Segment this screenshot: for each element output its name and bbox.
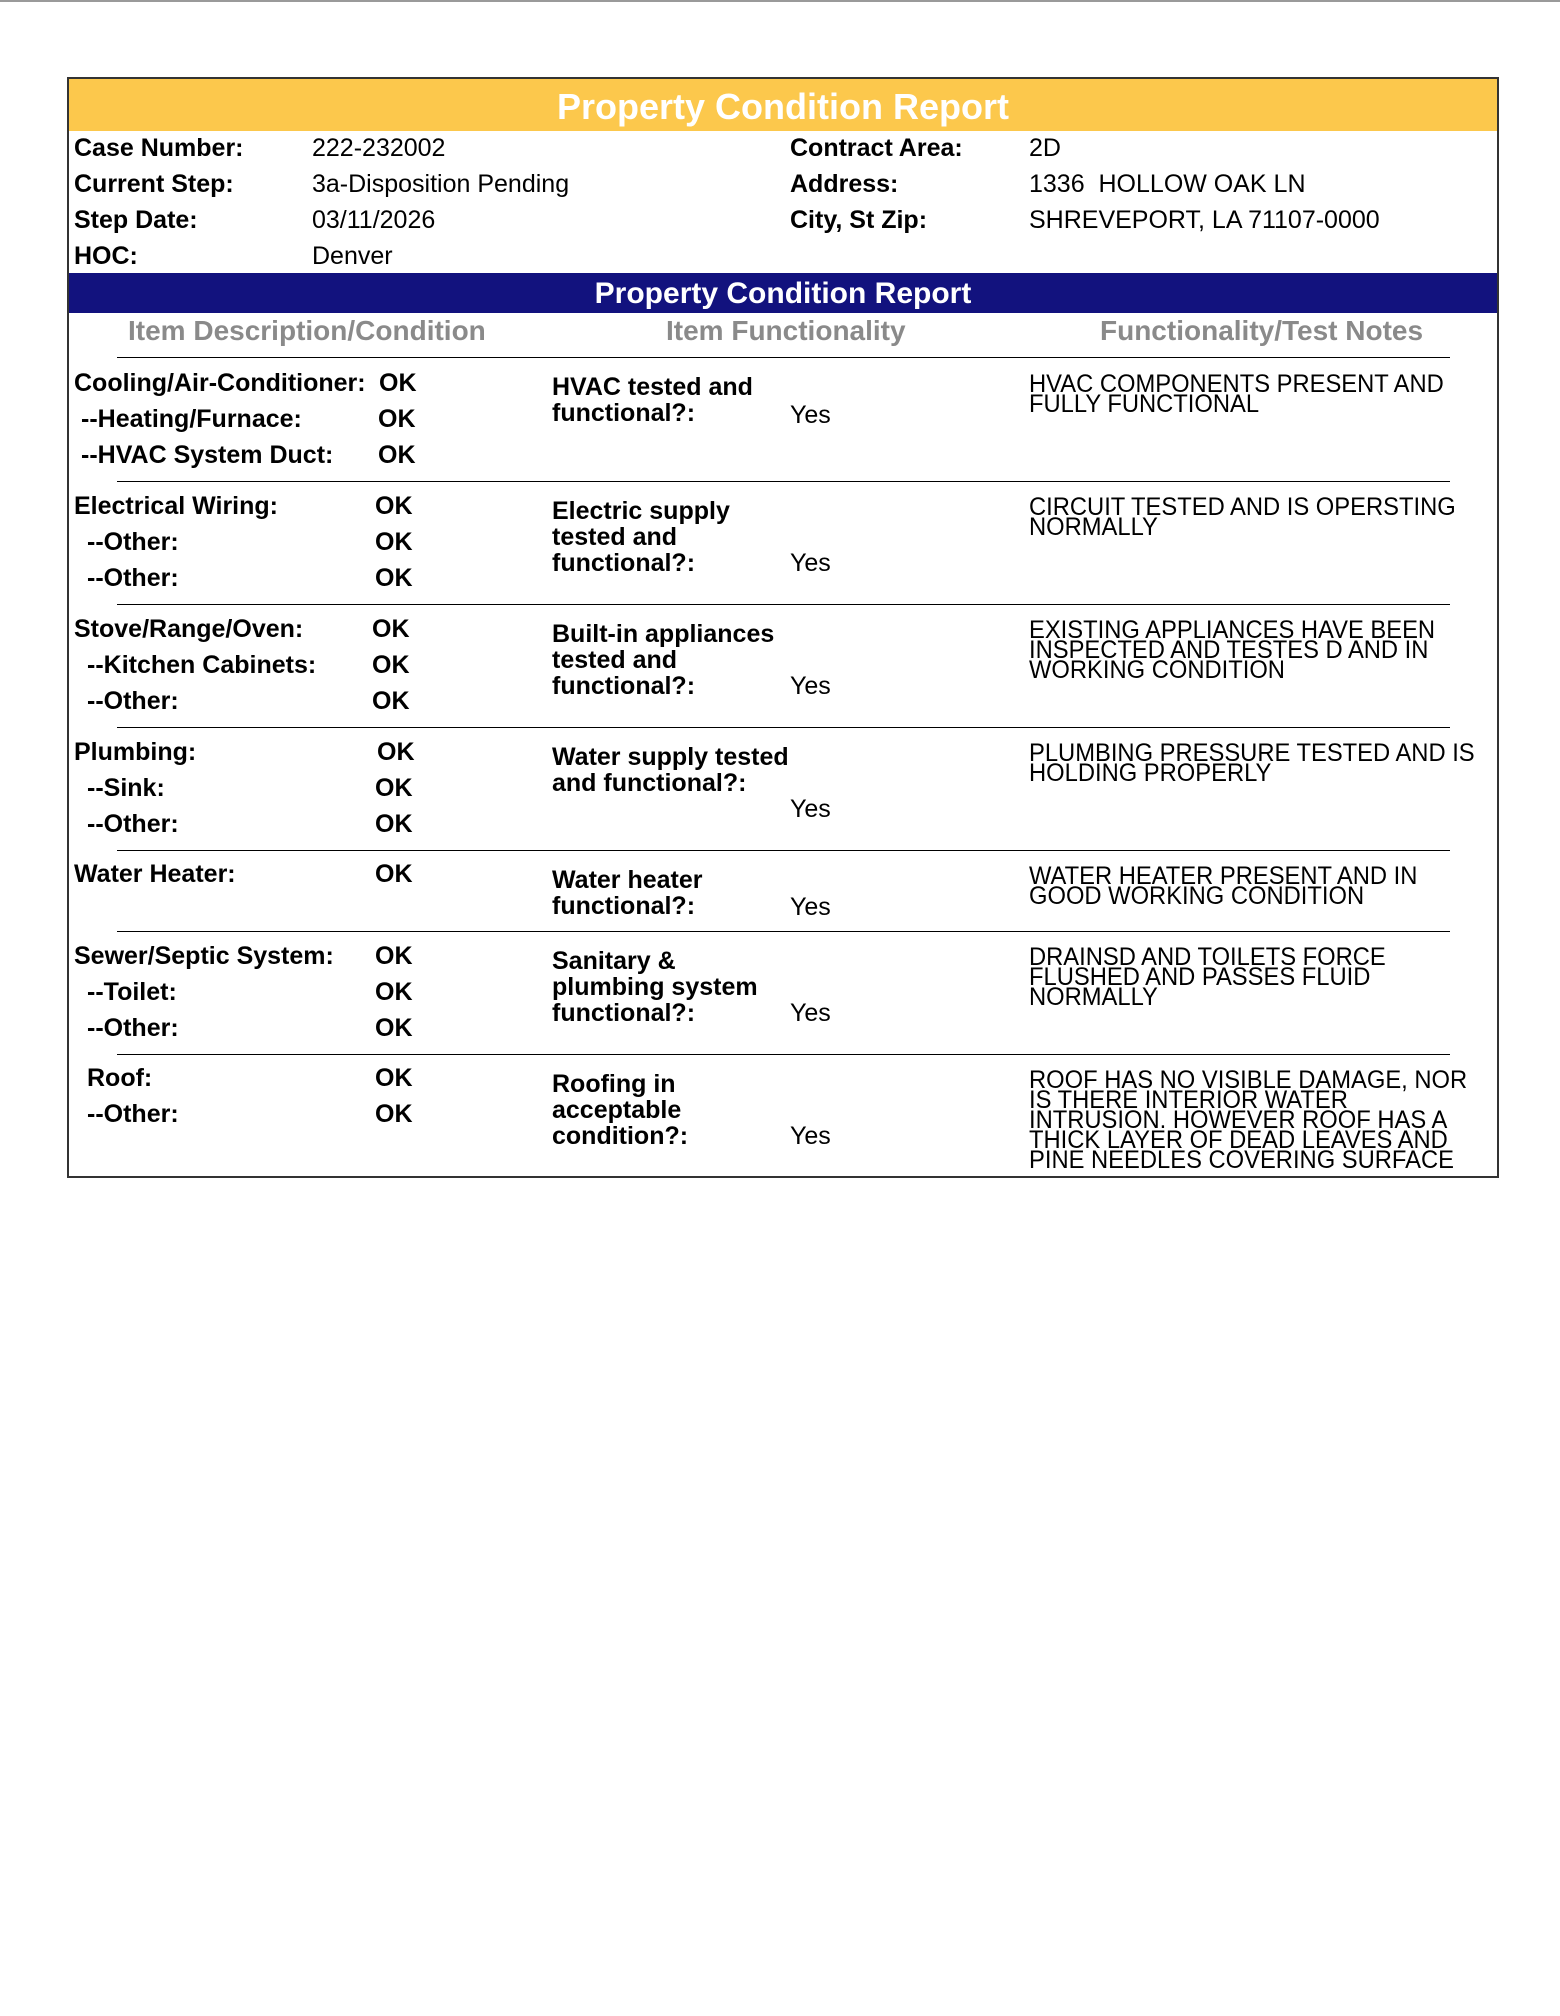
item-status: OK (375, 492, 413, 520)
test-notes: DRAINSD AND TOILETS FORCE FLUSHED AND PASSES FLUID NORMALLY (1029, 943, 1386, 1011)
item-label: --Toilet: (87, 978, 177, 1006)
item-status: OK (372, 687, 410, 715)
item-status: OK (372, 615, 410, 643)
city-st-zip-value: SHREVEPORT, LA 71107-0000 (1029, 206, 1380, 234)
functionality-answer: Yes (790, 1122, 831, 1150)
section-divider (117, 604, 1450, 605)
item-label: Sewer/Septic System: (74, 942, 334, 970)
item-label: --Kitchen Cabinets: (87, 651, 317, 679)
item-label: --Other: (87, 1014, 179, 1042)
contract-area-label: Contract Area: (790, 134, 963, 162)
functionality-answer: Yes (790, 672, 831, 700)
item-label: --Other: (87, 528, 179, 556)
item-status: OK (375, 978, 413, 1006)
test-notes: ROOF HAS NO VISIBLE DAMAGE, NOR IS THERE INTERIOR WATER INTRUSION. HOWEVER ROOF HAS A THICK LAYER OF DEAD LEAVES AND PINE NEEDLES COVERING SURFACE (1029, 1066, 1468, 1174)
item-label: Cooling/Air-Conditioner: (74, 369, 366, 397)
item-status: OK (377, 738, 415, 766)
functionality-answer: Yes (790, 401, 831, 429)
functionality-answer: Yes (790, 549, 831, 577)
item-status: OK (375, 860, 413, 888)
item-label: Electrical Wiring: (74, 492, 278, 520)
test-notes: HVAC COMPONENTS PRESENT AND FULLY FUNCTIONAL (1029, 370, 1444, 418)
item-status: OK (379, 369, 417, 397)
current-step-value: 3a-Disposition Pending (312, 170, 570, 198)
functionality-question: Water heater functional?: (552, 866, 703, 920)
section-divider (117, 1054, 1450, 1055)
section-divider (117, 850, 1450, 851)
functionality-question: HVAC tested and functional?: (552, 373, 753, 427)
item-label: --Other: (87, 1100, 179, 1128)
item-label: --Sink: (87, 774, 165, 802)
step-date-label: Step Date: (74, 206, 198, 234)
functionality-question: Electric supply tested and functional?: (552, 497, 730, 577)
item-status: OK (375, 942, 413, 970)
test-notes: WATER HEATER PRESENT AND IN GOOD WORKING CONDITION (1029, 862, 1418, 910)
item-label: --HVAC System Duct: (81, 441, 334, 469)
item-label: Plumbing: (74, 738, 197, 766)
item-status: OK (375, 1064, 413, 1092)
item-label: --Other: (87, 687, 179, 715)
item-label: --Heating/Furnace: (81, 405, 302, 433)
item-status: OK (375, 1014, 413, 1042)
functionality-question: Roofing in acceptable condition?: (552, 1070, 689, 1150)
functionality-question: Built-in appliances tested and functional?: (552, 620, 775, 700)
section-title: Property Condition Report (69, 273, 1497, 313)
item-status: OK (378, 441, 416, 469)
item-status: OK (375, 1100, 413, 1128)
column-header-functionality: Item Functionality (666, 315, 906, 346)
test-notes: CIRCUIT TESTED AND IS OPERSTING NORMALLY (1029, 493, 1456, 541)
property-condition-report (67, 77, 1499, 1178)
contract-area-value: 2D (1029, 134, 1061, 162)
header-divider (117, 357, 1450, 358)
item-status: OK (375, 774, 413, 802)
test-notes: PLUMBING PRESSURE TESTED AND IS HOLDING PROPERLY (1029, 739, 1475, 787)
item-status: OK (375, 564, 413, 592)
item-status: OK (375, 810, 413, 838)
address-label: Address: (790, 170, 899, 198)
section-divider (117, 481, 1450, 482)
step-date-value: 03/11/2026 (312, 206, 436, 234)
section-divider (117, 931, 1450, 932)
item-status: OK (378, 405, 416, 433)
case-number-value: 222-232002 (312, 134, 446, 162)
city-st-zip-label: City, St Zip: (790, 206, 928, 234)
current-step-label: Current Step: (74, 170, 234, 198)
report-title: Property Condition Report (69, 79, 1497, 131)
functionality-answer: Yes (790, 999, 831, 1027)
item-label: Stove/Range/Oven: (74, 615, 304, 643)
functionality-answer: Yes (790, 795, 831, 823)
item-label: Water Heater: (74, 860, 236, 888)
functionality-question: Sanitary & plumbing system functional?: (552, 947, 758, 1027)
functionality-answer: Yes (790, 893, 831, 921)
section-divider (117, 727, 1450, 728)
functionality-question: Water supply tested and functional?: (552, 743, 789, 797)
column-header-description: Item Description/Condition (128, 315, 486, 346)
test-notes: EXISTING APPLIANCES HAVE BEEN INSPECTED AND TESTES D AND IN WORKING CONDITION (1029, 616, 1436, 684)
item-status: OK (375, 528, 413, 556)
hoc-value: Denver (312, 242, 393, 270)
hoc-label: HOC: (74, 242, 138, 270)
item-label: --Other: (87, 810, 179, 838)
column-header-notes: Functionality/Test Notes (1100, 315, 1424, 346)
address-value: 1336 HOLLOW OAK LN (1029, 170, 1306, 198)
top-edge-rule (0, 0, 1560, 2)
item-status: OK (372, 651, 410, 679)
case-number-label: Case Number: (74, 134, 244, 162)
item-label: Roof: (87, 1064, 153, 1092)
item-label: --Other: (87, 564, 179, 592)
